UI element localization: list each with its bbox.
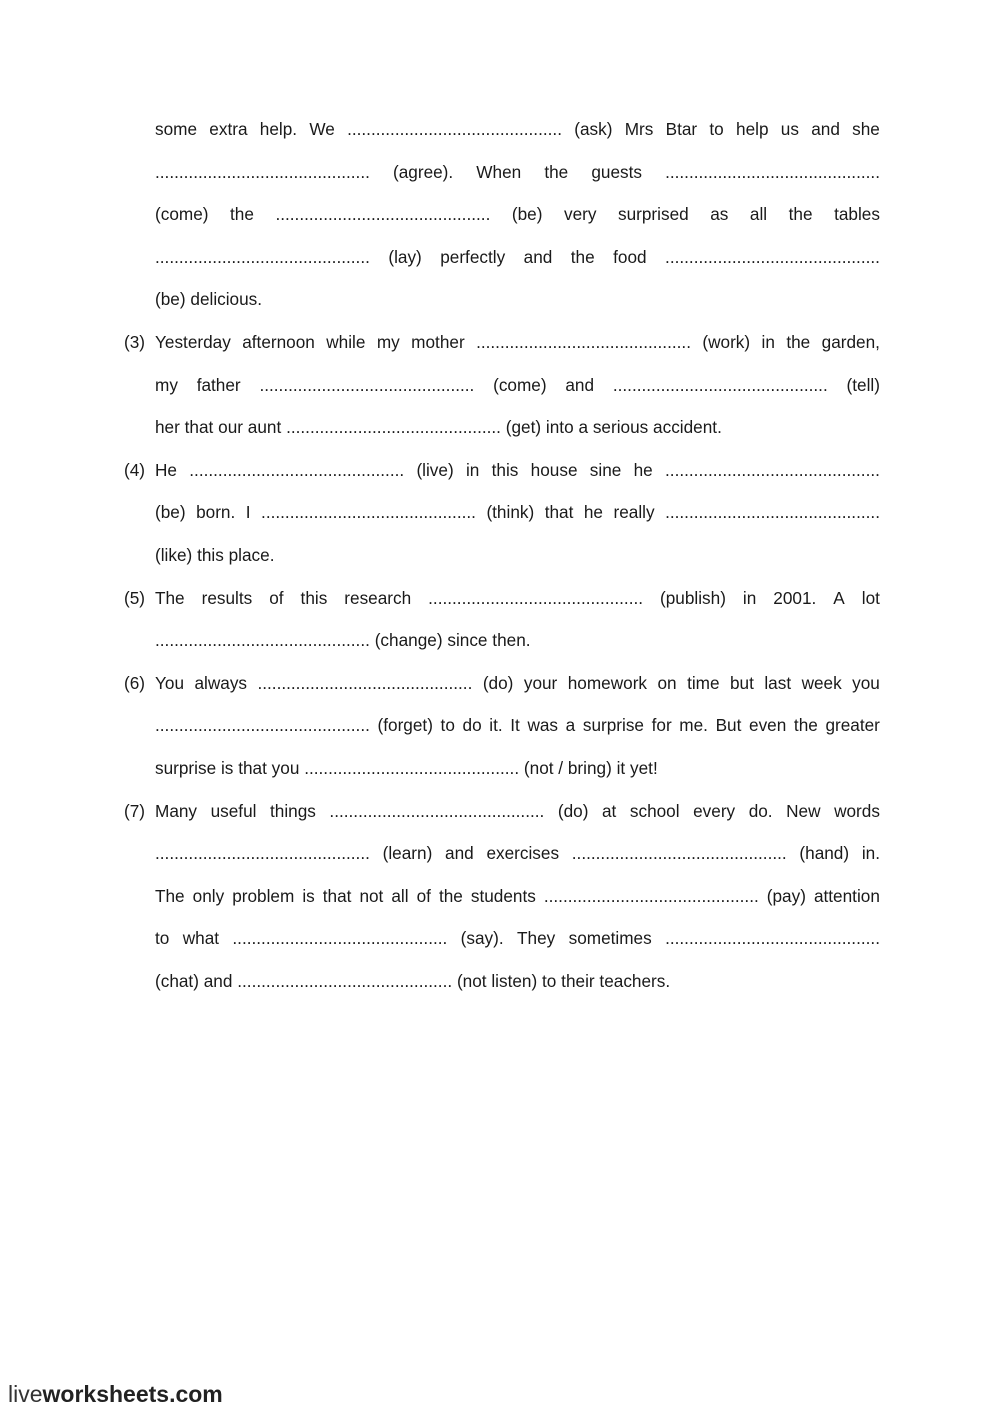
worksheet-line: [155, 161, 880, 183]
word: the: [544, 161, 569, 182]
word: week: [801, 672, 842, 693]
word: surprise: [155, 758, 217, 778]
word: of: [269, 587, 284, 608]
word: their: [561, 971, 595, 991]
word: very: [563, 204, 597, 225]
item-number: (5): [124, 587, 146, 608]
word: serious: [592, 417, 649, 438]
answer-blank[interactable]: .............................................: [232, 928, 448, 949]
worksheet-line: [155, 672, 880, 694]
word: as: [710, 204, 729, 225]
word: mother: [411, 332, 465, 352]
word: (not / bring): [523, 758, 612, 778]
word: that: [544, 502, 574, 523]
word: attention: [813, 885, 880, 906]
word: homework: [567, 672, 648, 693]
word: (be): [155, 289, 186, 310]
worksheet-line: [155, 459, 880, 481]
word: you: [852, 672, 880, 693]
word: and: [203, 971, 233, 991]
word: was: [527, 715, 559, 736]
word: and: [565, 374, 595, 395]
word: They: [517, 928, 556, 949]
word: But: [715, 715, 742, 736]
word: he: [633, 459, 653, 480]
word: this: [491, 459, 519, 480]
word: into: [545, 417, 574, 438]
answer-blank[interactable]: .............................................: [428, 587, 644, 608]
word: aunt: [247, 417, 282, 438]
word: of: [416, 885, 431, 906]
worksheet-line: [155, 118, 880, 140]
word: in: [761, 332, 775, 352]
word: this: [300, 587, 328, 608]
word: yet!: [630, 758, 658, 778]
word: in.: [861, 843, 880, 864]
worksheet-line: [155, 714, 880, 736]
word: things: [270, 800, 316, 821]
word: Many: [155, 800, 198, 821]
word: help.: [259, 119, 298, 139]
word: only: [192, 885, 225, 906]
word: the: [438, 885, 463, 906]
worksheet-line: [155, 927, 880, 949]
word: since: [447, 630, 488, 651]
word: a: [578, 417, 589, 438]
word: and: [523, 246, 553, 267]
word: (think): [486, 502, 535, 523]
word: at: [601, 800, 617, 821]
word: all: [391, 885, 409, 906]
word: then.: [492, 630, 531, 651]
word: (hand): [799, 843, 850, 864]
word: (chat): [155, 971, 199, 991]
word: to: [155, 928, 170, 949]
word: (pay): [766, 885, 806, 906]
word: (come): [493, 374, 547, 395]
word: (do): [482, 672, 514, 693]
word: (be): [155, 502, 186, 523]
word: The: [155, 587, 185, 608]
word: every: [693, 800, 736, 821]
word: You: [155, 672, 185, 693]
word: he: [583, 502, 603, 523]
word: the: [788, 204, 813, 225]
word: surprise: [582, 715, 644, 736]
word: (work): [702, 332, 751, 352]
word: (change): [374, 630, 443, 651]
answer-blank[interactable]: .............................................: [665, 246, 880, 267]
word: place.: [228, 545, 275, 565]
word: problem: [232, 885, 295, 906]
answer-blank[interactable]: .............................................: [155, 843, 370, 864]
word: garden,: [821, 332, 880, 352]
word: is: [302, 885, 315, 906]
word: even: [749, 715, 787, 736]
word: it.: [489, 715, 503, 736]
answer-blank[interactable]: .............................................: [665, 928, 880, 949]
word: The: [155, 885, 185, 906]
answer-blank[interactable]: .............................................: [304, 758, 520, 778]
word: New: [786, 800, 821, 821]
word: (ask): [574, 119, 613, 139]
worksheet-line: [155, 288, 880, 310]
word: useful: [210, 800, 257, 821]
word: me.: [679, 715, 708, 736]
word: (publish): [660, 587, 726, 608]
word: her: [155, 417, 180, 438]
answer-blank[interactable]: .............................................: [155, 246, 370, 267]
word: Yesterday: [155, 332, 231, 352]
word: help: [736, 119, 769, 139]
worksheet-line: [155, 501, 880, 523]
word: sine: [589, 459, 622, 480]
word: is: [220, 758, 234, 778]
word: that: [238, 758, 267, 778]
word: surprised: [618, 204, 689, 225]
word: sometimes: [568, 928, 652, 949]
item-number: (7): [124, 800, 146, 821]
word: research: [344, 587, 412, 608]
word: students: [470, 885, 536, 906]
word: time: [687, 672, 720, 693]
word: I: [245, 502, 251, 523]
worksheet-line: [155, 246, 880, 268]
worksheet-line: [155, 885, 880, 907]
word: (not listen): [456, 971, 538, 991]
word: A: [833, 587, 845, 608]
worksheet-line: [155, 203, 880, 225]
worksheet-line: [155, 800, 880, 822]
word: while: [326, 332, 366, 352]
word: school: [629, 800, 680, 821]
answer-blank[interactable]: .............................................: [347, 119, 562, 139]
word: my: [155, 374, 178, 395]
worksheet-line: [155, 544, 880, 566]
answer-blank[interactable]: .............................................: [286, 417, 501, 438]
answer-blank[interactable]: .............................................: [261, 502, 476, 523]
word: tables: [834, 204, 880, 225]
word: afternoon: [242, 332, 315, 352]
word: (get): [505, 417, 542, 438]
answer-blank[interactable]: .............................................: [612, 374, 828, 395]
answer-blank[interactable]: .............................................: [257, 672, 473, 693]
word: results: [201, 587, 253, 608]
item-number: (6): [124, 672, 146, 693]
logo-light-text: live: [8, 1381, 43, 1407]
word: but: [730, 672, 754, 693]
word: lot: [861, 587, 880, 608]
word: (learn): [382, 843, 433, 864]
answer-blank[interactable]: .............................................: [665, 459, 880, 480]
word: It: [510, 715, 520, 736]
word: last: [764, 672, 792, 693]
word: the: [570, 246, 595, 267]
item-number: (4): [124, 459, 146, 480]
word: words: [834, 800, 880, 821]
word: you: [271, 758, 300, 778]
word: (forget): [377, 715, 433, 736]
word: delicious.: [190, 289, 263, 310]
word: the: [230, 204, 254, 225]
word: He: [155, 459, 177, 480]
word: When: [476, 161, 522, 182]
answer-blank[interactable]: .............................................: [189, 459, 405, 480]
worksheet-line: [155, 331, 880, 353]
word: father: [196, 374, 241, 395]
answer-blank[interactable]: .............................................: [237, 971, 453, 991]
worksheet-line: [155, 970, 880, 992]
word: some: [155, 119, 198, 139]
word: she: [852, 119, 880, 139]
word: (say).: [460, 928, 504, 949]
word: (agree).: [393, 161, 454, 182]
word: this: [197, 545, 224, 565]
answer-blank[interactable]: .............................................: [665, 502, 880, 523]
word: to: [542, 971, 557, 991]
word: do: [462, 715, 482, 736]
word: (tell): [846, 374, 880, 395]
worksheet-line: [155, 416, 880, 438]
word: my: [376, 332, 400, 352]
word: really: [613, 502, 655, 523]
word: us: [780, 119, 799, 139]
answer-blank[interactable]: .............................................: [665, 161, 880, 182]
answer-blank[interactable]: .............................................: [155, 161, 370, 182]
word: greater: [825, 715, 880, 736]
item-number: (3): [124, 332, 146, 352]
liveworksheets-logo[interactable]: [8, 1380, 223, 1408]
word: (live): [416, 459, 454, 480]
worksheet-line: [155, 374, 880, 396]
worksheet-line: [155, 842, 880, 864]
word: the: [793, 715, 818, 736]
answer-blank[interactable]: .............................................: [155, 715, 370, 736]
word: in: [742, 587, 757, 608]
word: what: [182, 928, 220, 949]
answer-blank[interactable]: .............................................: [571, 843, 787, 864]
word: accident.: [653, 417, 722, 438]
word: (do): [557, 800, 589, 821]
word: it: [616, 758, 626, 778]
word: that: [184, 417, 214, 438]
word: not: [359, 885, 384, 906]
word: born.: [196, 502, 236, 523]
word: that: [322, 885, 352, 906]
word: all: [749, 204, 768, 225]
word: our: [218, 417, 243, 438]
word: We: [309, 119, 335, 139]
word: house: [530, 459, 578, 480]
word: and: [445, 843, 474, 864]
word: always: [194, 672, 248, 693]
word: and: [811, 119, 840, 139]
word: do.: [748, 800, 773, 821]
word: to: [440, 715, 455, 736]
answer-blank[interactable]: .............................................: [155, 630, 370, 651]
answer-blank[interactable]: .............................................: [329, 800, 545, 821]
word: Btar: [665, 119, 698, 139]
logo-bold-text: worksheets.com: [42, 1381, 223, 1407]
word: (be): [511, 204, 543, 225]
word: food: [613, 246, 647, 267]
worksheet-line: [155, 587, 880, 609]
word: extra: [209, 119, 248, 139]
word: guests: [591, 161, 642, 182]
worksheet-line: [155, 757, 880, 779]
word: teachers.: [599, 971, 671, 991]
word: Mrs: [624, 119, 654, 139]
word: your: [523, 672, 558, 693]
word: to: [709, 119, 724, 139]
word: the: [786, 332, 811, 352]
answer-blank[interactable]: .............................................: [259, 374, 475, 395]
answer-blank[interactable]: .............................................: [275, 204, 491, 225]
word: on: [657, 672, 677, 693]
answer-blank[interactable]: .............................................: [476, 332, 691, 352]
answer-blank[interactable]: .............................................: [543, 885, 759, 906]
word: perfectly: [440, 246, 506, 267]
word: for: [651, 715, 672, 736]
word: (like): [155, 545, 193, 565]
word: (come): [155, 204, 209, 225]
worksheet-line: [155, 629, 880, 651]
word: 2001.: [773, 587, 817, 608]
word: (lay): [388, 246, 422, 267]
word: a: [565, 715, 576, 736]
word: exercises: [486, 843, 560, 864]
word: in: [465, 459, 480, 480]
